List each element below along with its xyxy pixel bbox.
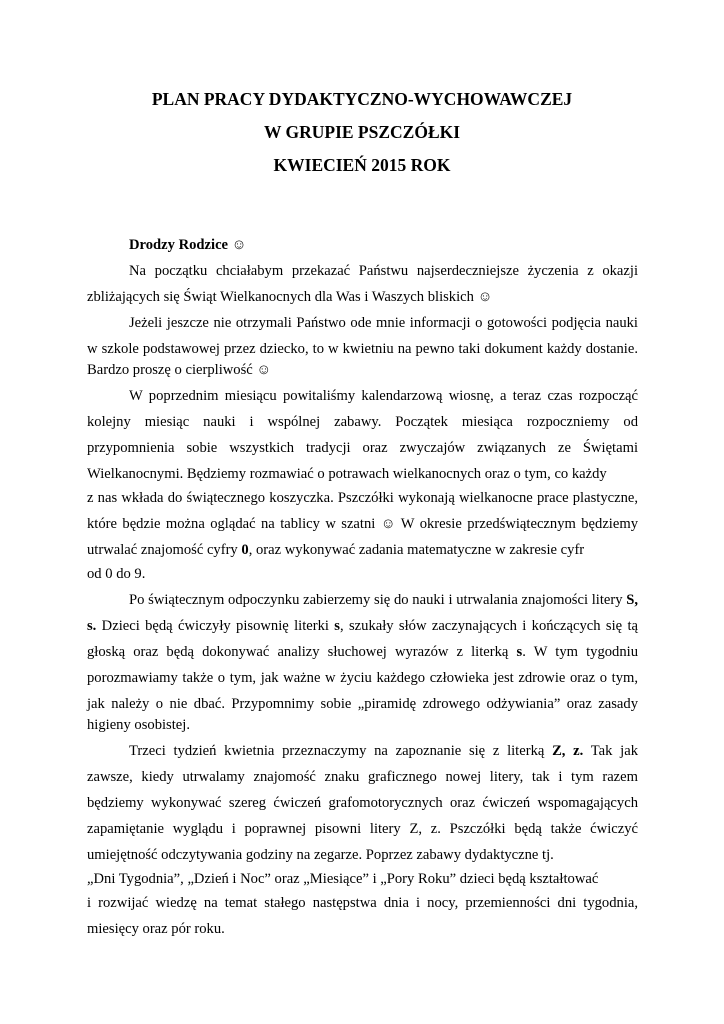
paragraph-line: Wielkanocnymi. Będziemy rozmawiać o potrawach wielkanocnych oraz o tym, co każdy <box>87 466 607 482</box>
text-segment: Tak jak <box>583 743 638 759</box>
paragraph-line: od 0 do 9. <box>87 566 146 582</box>
paragraph-line <box>87 541 638 559</box>
emphasis-letter: Z, z. <box>552 743 584 759</box>
paragraph-line: miesięcy oraz pór roku. <box>87 921 225 937</box>
paragraph-line: zapamiętanie wyglądu i poprawnej pisowni litery Z, z. Pszczółki będą także ćwiczyć <box>87 821 638 837</box>
paragraph-line: umiejętność odczytywania godziny na zegarze. Poprzez zabawy dydaktyczne tj. <box>87 847 554 863</box>
paragraph-line: i rozwijać wiedzę na temat stałego następstwa dnia i nocy, przemienności dni tygodnia, <box>87 895 638 911</box>
paragraph-line: przypomnienia sobie wszystkich tradycji oraz zwyczajów związanych ze Świętami <box>87 440 638 456</box>
title-line-1: PLAN PRACY DYDAKTYCZNO-WYCHOWAWCZEJ <box>151 89 573 109</box>
greeting: Drodzy Rodzice ☺ <box>129 237 247 253</box>
paragraph-line: które będzie można oglądać na tablicy w szatni ☺ W okresie przedświątecznym będziemy <box>87 516 638 532</box>
paragraph-line <box>129 742 638 760</box>
paragraph-line: będziemy wykonywać szereg ćwiczeń grafomotorycznych oraz ćwiczeń wspomagających <box>87 795 638 811</box>
emphasis-letter: s <box>334 618 340 634</box>
title-line-2: W GRUPIE PSZCZÓŁKI <box>263 122 461 142</box>
emphasis-digit: 0 <box>241 542 249 558</box>
text-segment: utrwalać znajomość cyfry <box>87 542 242 558</box>
emphasis-letter: s. <box>87 618 97 634</box>
text-segment: . W tym tygodniu <box>522 644 639 660</box>
paragraph-line: Bardzo proszę o cierpliwość ☺ <box>87 362 272 378</box>
paragraph-line: jak należy o nie dbać. Przypomnimy sobie „piramidę zdrowego odżywiania” oraz zasady <box>87 696 638 712</box>
paragraph-line <box>87 617 638 635</box>
text-segment: Trzeci tydzień kwietnia przeznaczymy na zapoznanie się z literką <box>129 743 553 759</box>
paragraph-line: kolejny miesiąc nauki i wspólnej zabawy. Początek miesiąca rozpoczniemy od <box>87 414 638 430</box>
text-segment: Po świątecznym odpoczynku zabierzemy się do nauki i utrwalania znajomości litery <box>129 592 627 608</box>
paragraph-line: porozmawiamy także o tym, jak ważne w życiu każdego człowieka jest zdrowie oraz o tym, <box>87 670 638 686</box>
paragraph-line <box>87 643 638 661</box>
paragraph-line: zawsze, kiedy utrwalamy znajomość znaku graficznego nowej litery, tak i tym razem <box>87 769 638 785</box>
paragraph-line: z nas wkłada do świątecznego koszyczka. Pszczółki wykonają wielkanocne prace plastyczne, <box>87 490 638 506</box>
paragraph-line: higieny osobistej. <box>87 717 190 733</box>
text-segment: , oraz wykonywać zadania matematyczne w zakresie cyfr <box>248 542 585 558</box>
title-line-3: KWIECIEŃ 2015 ROK <box>273 155 451 175</box>
paragraph-line: Na początku chciałabym przekazać Państwu najserdeczniejsze życzenia z okazji <box>129 263 638 279</box>
text-segment: , szukały słów zaczynających i kończących się tą <box>339 618 638 634</box>
paragraph-line: W poprzednim miesiącu powitaliśmy kalendarzową wiosnę, a teraz czas rozpocząć <box>129 388 638 404</box>
text-segment: Dzieci będą ćwiczyły pisownię literki <box>96 618 335 634</box>
paragraph-line: „Dni Tygodnia”, „Dzień i Noc” oraz „Miesiące” i „Pory Roku” dzieci będą kształtować <box>87 871 599 887</box>
paragraph-line: w szkole podstawowej przez dziecko, to w kwietniu na pewno taki dokument każdy dostanie. <box>87 341 638 357</box>
text-segment: głoską oraz będą dokonywać analizy słuchowej wyrazów z literką <box>87 644 517 660</box>
paragraph-line: zbliżających się Świąt Wielkanocnych dla Was i Waszych bliskich ☺ <box>87 289 493 305</box>
paragraph-line <box>129 591 638 609</box>
paragraph-line: Jeżeli jeszcze nie otrzymali Państwo ode mnie informacji o gotowości podjęcia nauki <box>129 315 638 331</box>
emphasis-letter: s <box>516 644 523 660</box>
emphasis-letter: S, <box>626 592 638 608</box>
